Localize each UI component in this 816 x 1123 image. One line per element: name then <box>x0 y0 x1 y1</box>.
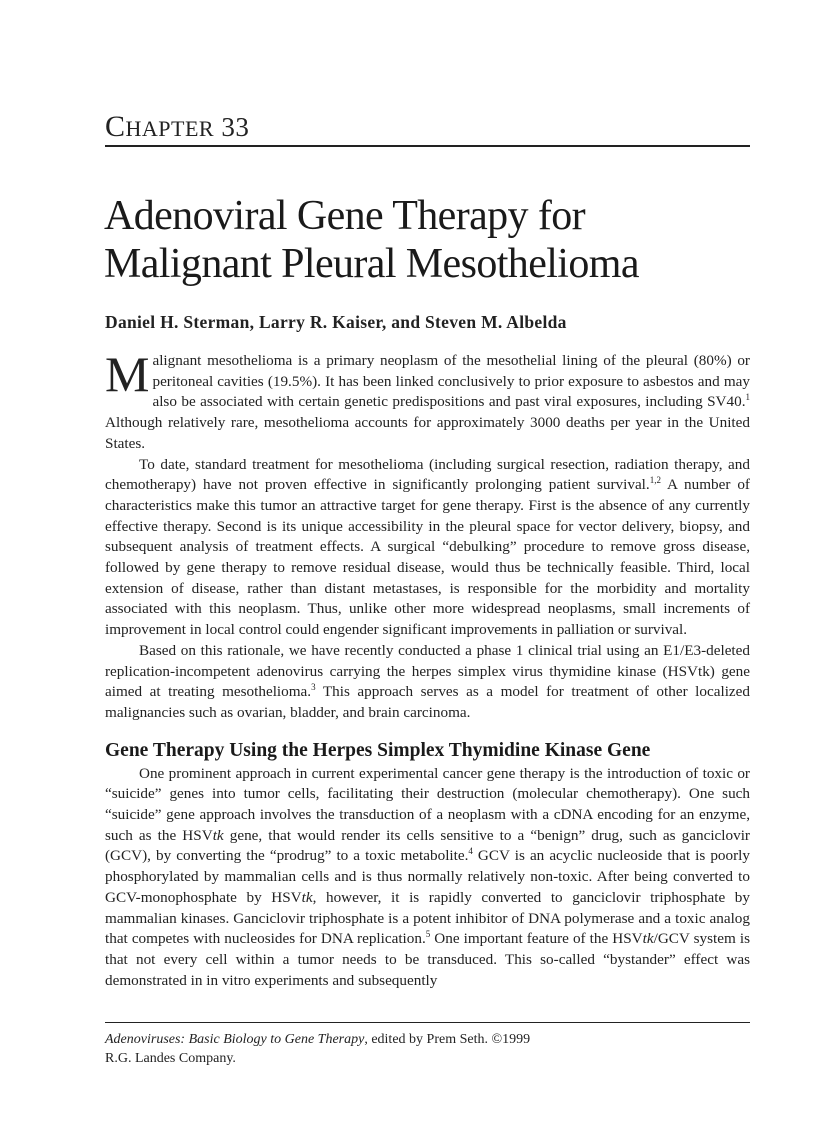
citation-1-2: 1,2 <box>649 475 661 486</box>
chapter-number: 33 <box>221 112 250 142</box>
citation-4: 4 <box>468 846 473 857</box>
intro-paragraph-3 <box>105 641 750 724</box>
section-p1-text-f: /GCV system is that not every cell within a tumor needs to be transduced. This so-called “bystander” effect was demonstrated in in vitro experiments and subsequently <box>105 930 751 989</box>
chapter-initial: C <box>105 110 126 143</box>
section-p1-text-a: One prominent approach in current experimental cancer gene therapy is the introduction of toxic or “suicide” genes into tumor cells, facilitating their destruction (molecular chemotherapy). One such “suicide” gene approach involves the transduction of a neoplasm with a cDNA encoding for an enzyme, such as the HSV <box>105 764 750 844</box>
title-line-1: Adenoviral Gene Therapy for <box>104 193 585 239</box>
intro-p2-text-a: To date, standard treatment for mesothelioma (including surgical resection, radiation therapy, and chemotherapy) have not proven effective in significantly prolonging patient survival. <box>105 455 750 494</box>
footer-rule <box>105 1022 750 1023</box>
footer-citation <box>105 1030 750 1068</box>
tk-italic-3: tk <box>642 930 654 948</box>
citation-5: 5 <box>425 929 431 940</box>
citation-1: 1 <box>745 392 750 403</box>
book-title: Adenoviruses: Basic Biology to Gene Therapy <box>105 1032 365 1047</box>
footer-line-2: R.G. Landes Company. <box>105 1051 236 1066</box>
chapter-word: HAPTER <box>125 116 215 141</box>
chapter-heading <box>105 110 750 144</box>
intro-p3-text-b: This approach serves as a model for treatment of other localized malignancies such as ovarian, bladder, and brain carcinoma. <box>105 683 750 721</box>
section-p1-text-d: , however, it is rapidly converted to ganciclovir triphosphate by mammalian kinases. Ganciclovir triphosphate is a potent inhibitor of DNA polymerase and a toxic analog that competes with nucleosides for DNA replication. <box>105 888 750 948</box>
intro-p1-text-b: Although relatively rare, mesothelioma accounts for approximately 3000 deaths per year in the United States. <box>105 414 750 452</box>
tk-italic-1: tk <box>212 826 224 844</box>
chapter-title <box>104 192 764 288</box>
intro-paragraph-2 <box>105 455 750 641</box>
body-text <box>105 346 751 991</box>
intro-p3-text-a: Based on this rationale, we have recently conducted a phase 1 clinical trial using an E1/E3-deleted replication-incompetent adenovirus carrying the herpes simplex virus thymidine kinase (HSVtk) gene aimed at treating mesothelioma. <box>105 641 750 701</box>
citation-3: 3 <box>311 682 316 693</box>
header-rule <box>105 145 750 147</box>
author-list: Daniel H. Sterman, Larry R. Kaiser, and Steven M. Albelda <box>105 312 567 332</box>
section-heading: Gene Therapy Using the Herpes Simplex Thymidine Kinase Gene <box>105 739 651 761</box>
intro-paragraph-1 <box>105 346 750 455</box>
section-p1-text-e: One important feature of the HSV <box>430 930 643 948</box>
footer-line-1-rest: , edited by Prem Seth. ©1999 <box>364 1032 531 1047</box>
title-line-2: Malignant Pleural Mesothelioma <box>104 241 639 287</box>
tk-italic-2: tk <box>301 888 313 906</box>
intro-p2-text-b: A number of characteristics make this tumor an attractive target for gene therapy. First is the absence of any currently effective therapy. Second is its unique accessibility in the pleural space for vector delivery, biopsy, and subsequent analysis of treatment effects. A surgical “debulking” procedure to remove gross disease, followed by gene therapy to remove residual disease, would thus be technically feasible. Third, local extension of disease, rather than distant metastases, is responsible for the morbidity and mortality associated with this neoplasm. Thus, unlike other more widespread neoplasms, small increments of improvement in local control could engender significant improvements in palliation or survival. <box>105 476 750 639</box>
section-p1-text-c: GCV is an acyclic nucleoside that is poorly phosphorylated by mammalian cells and is thus normally relatively non-toxic. After being converted to GCV-monophosphate by HSV <box>105 847 750 906</box>
section-p1-text-b: gene, that would render its cells sensitive to a “benign” drug, such as ganciclovir (GCV), by converting the “prodrug” to a toxic metabolite. <box>105 826 750 865</box>
drop-cap: M <box>105 346 150 402</box>
intro-p1-text-a: alignant mesothelioma is a primary neoplasm of the mesothelial lining of the pleural (80%) or peritoneal cavities (19.5%). It has been linked conclusively to prior exposure to asbestos and may also be associated with certain genetic predispositions and past viral exposures, including SV40. <box>152 352 750 411</box>
section-paragraph-1 <box>105 764 750 992</box>
